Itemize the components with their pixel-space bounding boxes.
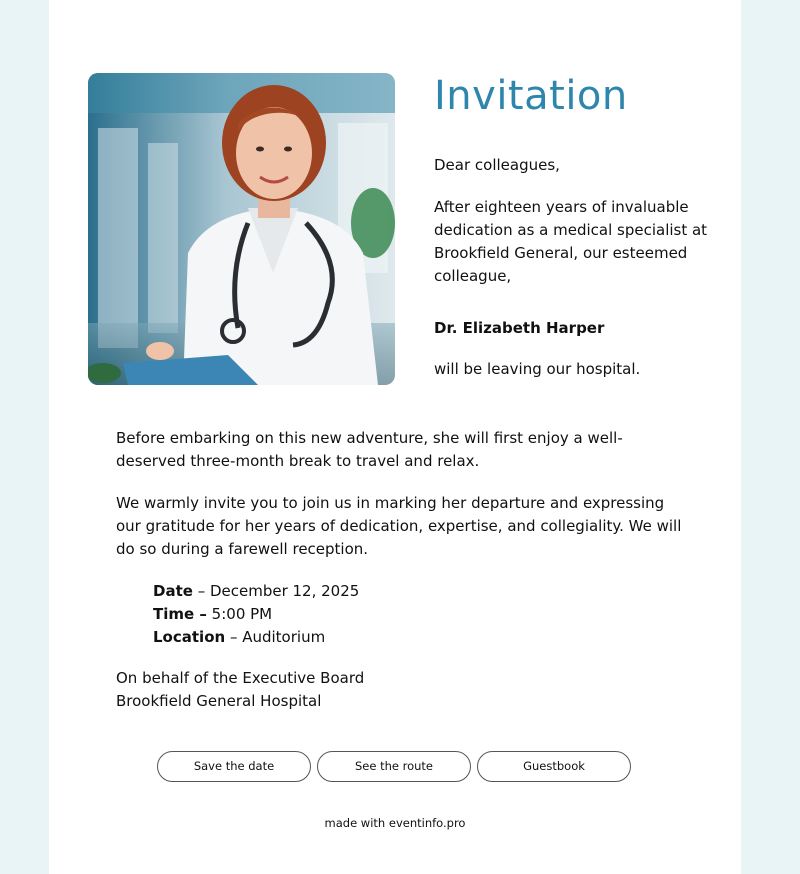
break-paragraph: Before embarking on this new adventure, she will first enjoy a well-deserved three-month break to travel and relax. (116, 429, 623, 470)
location-value: – Auditorium (225, 628, 326, 646)
signature (116, 667, 686, 713)
leaving-text: will be leaving our hospital. (434, 360, 641, 378)
date-label: Date (153, 582, 193, 600)
invitation-title: Invitation (434, 73, 628, 119)
honoree-name: Dr. Elizabeth Harper (434, 319, 605, 337)
event-details (153, 580, 359, 649)
date-row (153, 580, 359, 603)
footer-credit[interactable]: made with eventinfo.pro (324, 816, 466, 830)
save-the-date-button[interactable]: Save the date (157, 751, 311, 782)
see-the-route-button[interactable]: See the route (317, 751, 471, 782)
signature-line-2: Brookfield General Hospital (116, 692, 322, 710)
location-row (153, 626, 359, 649)
location-label: Location (153, 628, 226, 646)
time-value: 5:00 PM (206, 605, 273, 623)
doctor-photo (88, 73, 395, 385)
date-value: – December 12, 2025 (192, 582, 360, 600)
greeting-text: Dear colleagues, (434, 156, 560, 174)
invitation-card (49, 0, 741, 874)
intro-text: After eighteen years of invaluable dedication as a medical specialist at Brookfield General, our esteemed colleague, (434, 198, 708, 285)
invite-paragraph: We warmly invite you to join us in marking her departure and expressing our gratitude for her years of dedication, expertise, and collegiality. We will do so during a farewell reception. (116, 494, 682, 558)
guestbook-button[interactable]: Guestbook (477, 751, 631, 782)
time-row (153, 603, 359, 626)
time-label: Time – (153, 605, 207, 623)
signature-line-1: On behalf of the Executive Board (116, 669, 365, 687)
